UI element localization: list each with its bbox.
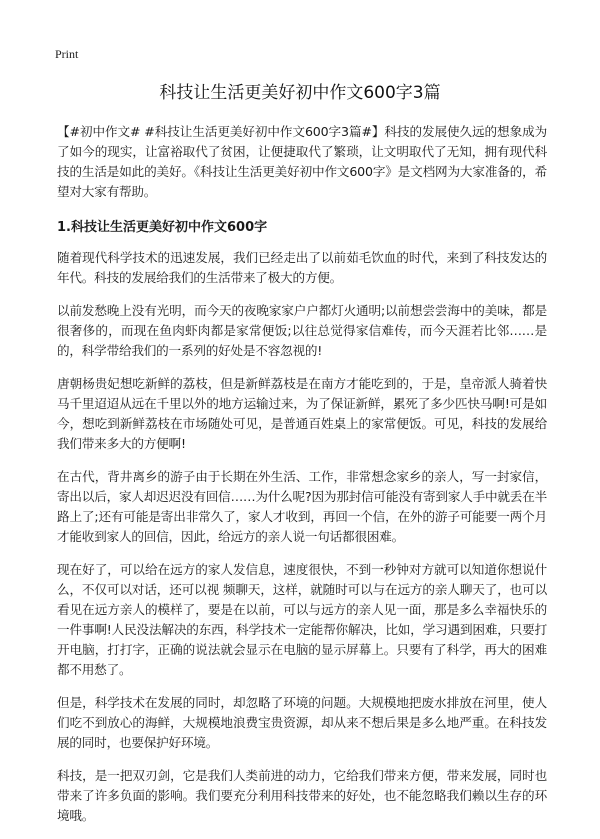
paragraph-2: 以前发愁晚上没有光明，而今天的夜晚家家户户都灯火通明;以前想尝尝海中的美味，都是很奢侈的，而现在鱼肉虾肉都是家常便饭;以往总觉得家信难传，而今天涯若比邻……是的，科学带给我们的一系列的好处是不容忽视的!: [57, 303, 547, 358]
paragraph-6: 但是，科学技术在发展的同时，却忽略了环境的问题。大规模地把废水排放在河里，使人们吃不到放心的海鲜，大规模地浪费宝贵资源，却从来不想后果是多么地严重。在科技发展的同时，也要保护好环境。: [57, 695, 547, 750]
paragraph-3: 唐朝杨贵妃想吃新鲜的荔枝，但是新鲜荔枝是在南方才能吃到的，于是，皇帝派人骑着快马千里迢迢从远在千里以外的地方运输过来，为了保证新鲜，累死了多少匹快马啊!可是如今，想吃到新鲜荔枝在市场随处可见，是普通百姓桌上的家常便饭。可见，科技的发展给我们带来多大的方便啊!: [57, 376, 547, 451]
article-body: [57, 122, 547, 839]
paragraph-5: 现在好了，可以给在远方的家人发信息，速度很快，不到一秒钟对方就可以知道你想说什么，不仅可以对话，还可以视 频聊天，这样，就随时可以与在远方的亲人聊天了，也可以看见在远方亲人的模样了，要是在以前，可以与远方的亲人见一面，那是多么幸福快乐的一件事啊!人民没法解决的东西，科学技术一定能帮你解决，比如，学习遇到困难，只要打开电脑，打打字，正确的说法就会显示在电脑的显示屏幕上。只要有了科学，再大的困难都不用愁了。: [57, 562, 547, 677]
paragraph-1: 随着现代科学技术的迅速发展，我们已经走出了以前茹毛饮血的时代，来到了科技发达的年代。科技的发展给我们的生活带来了极大的方便。: [57, 250, 547, 285]
page-title: 科技让生活更美好初中作文600字3篇: [159, 83, 441, 103]
intro-paragraph: 【#初中作文# #科技让生活更美好初中作文600字3篇#】科技的发展使久远的想象成为了如今的现实，让富裕取代了贫困，让便捷取代了繁琐，让文明取代了无知，拥有现代科技的生活是如此的美好。《科技让生活更美好初中作文600字》是文档网为大家准备的，希望对大家有帮助。: [57, 124, 547, 199]
paragraph-4: 在古代，背井离乡的游子由于长期在外生活、工作，非常想念家乡的亲人，写一封家信，寄出以后，家人却迟迟没有回信……为什么呢?因为那封信可能没有寄到家人手中就丢在半路上了;还有可能是寄出非常久了，家人才收到，再回一个信，在外的游子可能要一两个月才能收到家人的回信，因此，给远方的亲人说一句话都很困难。: [57, 469, 547, 544]
print-label: Print: [55, 47, 79, 61]
section-heading: 1.科技让生活更美好初中作文600字: [57, 220, 268, 235]
paragraph-7: 科技，是一把双刃剑，它是我们人类前进的动力，它给我们带来方便，带来发展，同时也带来了许多负面的影响。我们要充分利用科技带来的好处，也不能忽略我们赖以生存的环境哦。: [57, 768, 547, 823]
